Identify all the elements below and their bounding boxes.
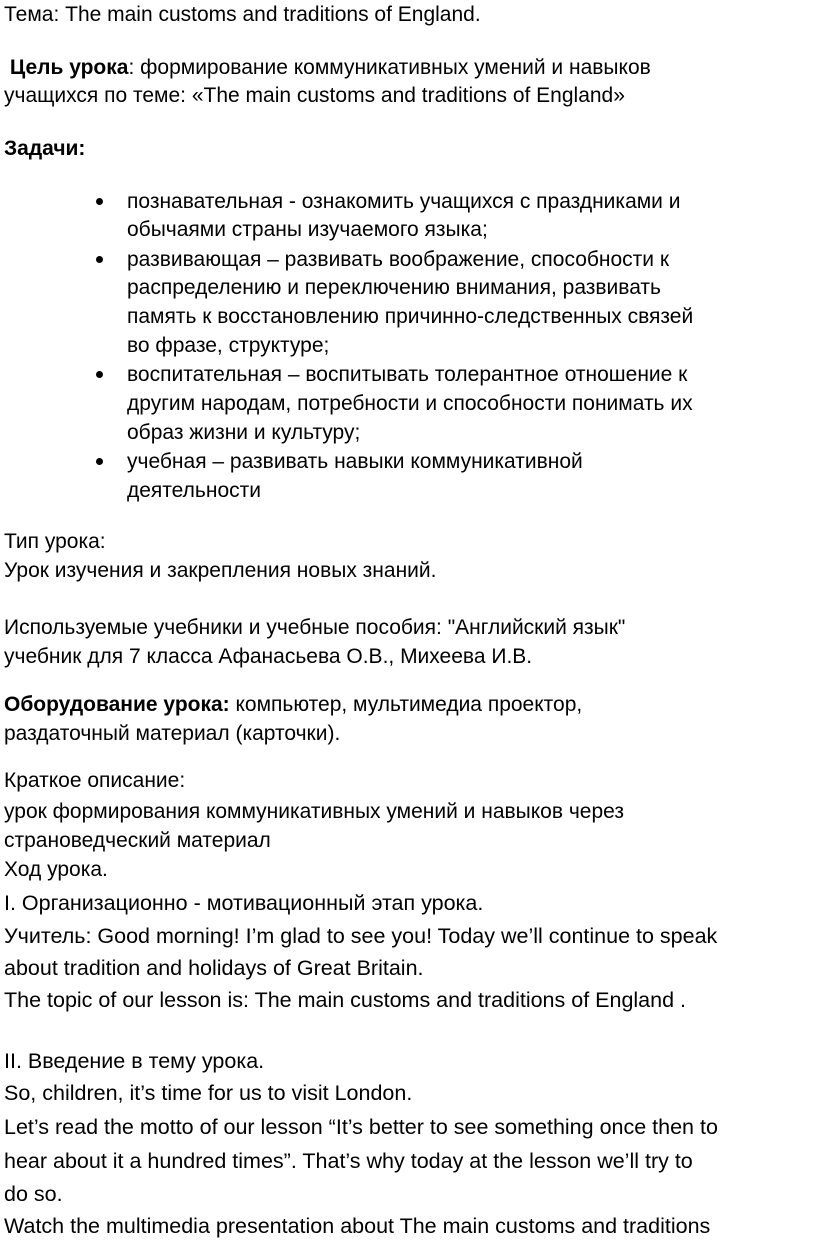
bullet-icon <box>96 256 103 263</box>
tasks-heading: Задачи: <box>4 137 86 160</box>
topic-line: Тема: The main customs and traditions of England. <box>4 3 481 26</box>
goal-line-2: учащихся по теме: «The main customs and traditions of England» <box>4 84 625 107</box>
equipment-line-2: раздаточный материал (карточки). <box>4 722 341 745</box>
stage-1-line-2: about tradition and holidays of Great Britain. <box>4 956 424 980</box>
stage-2-line-4: do so. <box>4 1182 63 1206</box>
bullet-icon <box>96 458 103 465</box>
task-2-line-3: память к восстановлению причинно-следственных связей <box>127 305 694 328</box>
task-3-line-3: образ жизни и культуру; <box>127 421 361 444</box>
stage-2-line-1: So, children, it’s time for us to visit London. <box>4 1081 413 1105</box>
stage-2-title: II. Введение в тему урока. <box>4 1049 265 1073</box>
stage-2-line-2: Let’s read the motto of our lesson “It’s better to see something once then to <box>4 1115 718 1139</box>
stage-1-title: I. Организационно - мотивационный этап урока. <box>4 891 484 915</box>
stage-2-line-3: hear about it a hundred times”. That’s why today at the lesson we’ll try to <box>4 1149 693 1173</box>
goal-text-1: : формирование коммуникативных умений и навыков <box>128 56 651 79</box>
task-1-line-2: обычаями страны изучаемого языка; <box>127 218 488 241</box>
textbooks-line-1: Используемые учебники и учебные пособия: "Английский язык" <box>4 616 626 639</box>
task-3-line-1: воспитательная – воспитывать толерантное отношение к <box>127 363 688 386</box>
progress-heading: Ход урока. <box>4 858 108 881</box>
stage-2-line-5: Watch the multimedia presentation about The main customs and traditions <box>4 1214 711 1238</box>
task-2-line-2: распределению и переключению внимания, развивать <box>127 276 661 299</box>
goal-label: Цель урока <box>9 56 129 79</box>
stage-1-line-3: The topic of our lesson is: The main customs and traditions of England . <box>4 988 686 1012</box>
description-line-1: урок формирования коммуникативных умений и навыков через <box>4 800 624 823</box>
lesson-type-label: Тип урока: <box>4 530 106 553</box>
bullet-icon <box>96 198 103 205</box>
task-2-line-4: во фразе, структуре; <box>127 334 330 357</box>
task-4-line-1: учебная – развивать навыки коммуникативной <box>127 450 583 473</box>
equipment-text-1: компьютер, мультимедиа проектор, <box>229 693 583 716</box>
task-4-line-2: деятельности <box>127 479 261 502</box>
bullet-icon <box>96 371 103 378</box>
textbooks-line-2: учебник для 7 класса Афанасьева О.В., Михеева И.В. <box>4 645 533 668</box>
goal-line-1 <box>4 55 651 81</box>
lesson-type-value: Урок изучения и закрепления новых знаний. <box>4 559 437 582</box>
description-line-2: страноведческий материал <box>4 829 271 852</box>
equipment-label: Оборудование урока: <box>4 693 230 716</box>
stage-1-line-1: Учитель: Good morning! I’m glad to see you! Today we’ll continue to speak <box>4 924 718 948</box>
description-label: Краткое описание: <box>4 769 186 792</box>
task-2-line-1: развивающая – развивать воображение, способности к <box>127 248 670 271</box>
task-1-line-1: познавательная - ознакомить учащихся с праздниками и <box>127 190 681 213</box>
equipment-line-1 <box>4 692 582 718</box>
task-3-line-2: другим народам, потребности и способности понимать их <box>127 392 693 415</box>
